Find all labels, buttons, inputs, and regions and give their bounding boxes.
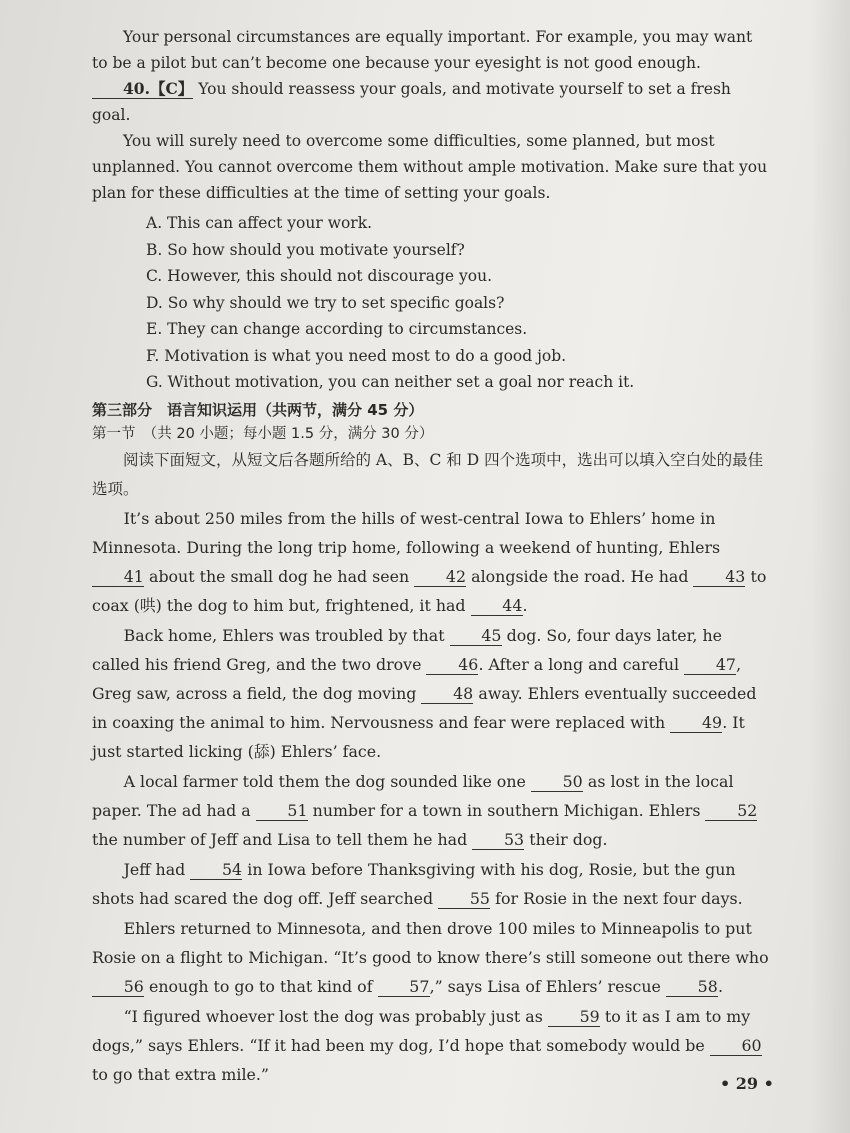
part-three-heading: 第三部分 语言知识运用（共两节，满分 45 分）	[92, 400, 424, 419]
option-c: C. However, this should not discourage you.	[146, 267, 493, 285]
option-d: D. So why should we try to set specific goals?	[146, 293, 505, 312]
paragraph-difficulties: You will surely need to overcome some difficulties, some planned, but most unplanned. You cannot overcome them without ample motivation. Make sure that you plan for these difficulties at the time of setting your goals.	[92, 132, 768, 202]
blank-43: 43	[693, 568, 745, 587]
blank-60: 60	[710, 1037, 762, 1056]
page-content	[92, 24, 772, 1090]
blank-48: 48	[421, 685, 473, 704]
blank-58: 58	[666, 978, 718, 997]
blank-56: 56	[92, 978, 144, 997]
blank-53: 53	[472, 831, 524, 850]
option-f: F. Motivation is what you need most to do a good job.	[146, 346, 567, 365]
cloze-paragraph-3: A local farmer told them the dog sounded like one 50 as lost in the local paper. The ad had a 51 number for a town in southern Michigan. Ehlers 52 the number of Jeff and Lisa to tell them he had 53 their dog.	[92, 771, 758, 849]
cloze-paragraph-2: Back home, Ehlers was troubled by that 45 dog. So, four days later, he called his friend Greg, and the two drove 46. After a long and careful 47, Greg saw, across a field, the dog moving 48 away. Ehlers eventually succeeded in coaxing the animal to him. Nervousness and fear were replaced with 49. It just started licking (舔) Ehlers’ face.	[92, 625, 757, 761]
blank-49: 49	[670, 714, 722, 733]
cloze-paragraph-1: It’s about 250 miles from the hills of west-central Iowa to Ehlers’ home in Minnesota. During the long trip home, following a weekend of hunting, Ehlers 41 about the small dog he had seen 42 alongside the road. He had 43 to coax (哄) the dog to him but, frightened, it had 44.	[92, 508, 767, 615]
option-e: E. They can change according to circumstances.	[146, 320, 528, 338]
blank-57: 57	[378, 978, 430, 997]
option-g: G. Without motivation, you can neither set a goal nor reach it.	[146, 373, 635, 391]
cloze-paragraph-5: Ehlers returned to Minnesota, and then drove 100 miles to Minneapolis to put Rosie on a flight to Michigan. “It’s good to know there’s still someone out there who 56 enough to go to that kind of 57,” says Lisa of Ehlers’ rescue 58.	[92, 918, 769, 996]
blank-59: 59	[548, 1008, 600, 1027]
blank-54: 54	[190, 861, 242, 880]
paragraph-circumstances: Your personal circumstances are equally important. For example, you may want to be a pilot but can’t become one because your eyesight is not good enough. 40.【C】 You should reassess your goals, and motivate yourself to set a fresh goal.	[92, 28, 753, 124]
blank-46: 46	[426, 656, 478, 675]
blank-51: 51	[256, 802, 308, 821]
blank-42: 42	[414, 568, 466, 587]
answer-blank-40: 40.【C】	[92, 80, 193, 99]
page-number: • 29 •	[720, 1074, 774, 1093]
page-edge-shadow	[810, 0, 850, 1133]
blank-55: 55	[438, 890, 490, 909]
section-one-heading: 第一节 （共 20 小题；每小题 1.5 分，满分 30 分）	[92, 425, 434, 442]
blank-41: 41	[92, 568, 144, 587]
blank-52: 52	[705, 802, 757, 821]
cloze-paragraph-6: “I figured whoever lost the dog was probably just as 59 to it as I am to my dogs,” says Ehlers. “If it had been my dog, I’d hope that somebody would be 60 to go that extra mile.”	[92, 1006, 762, 1084]
options-list	[146, 210, 772, 396]
option-b: B. So how should you motivate yourself?	[146, 240, 465, 259]
blank-47: 47	[684, 656, 736, 675]
blank-44: 44	[471, 597, 523, 616]
cloze-passage	[92, 504, 772, 1089]
blank-45: 45	[450, 627, 502, 646]
cloze-directions: 阅读下面短文，从短文后各题所给的 A、B、C 和 D 四个选项中，选出可以填入空白处的最佳选项。	[92, 450, 764, 498]
cloze-paragraph-4: Jeff had 54 in Iowa before Thanksgiving with his dog, Rosie, but the gun shots had scared the dog off. Jeff searched 55 for Rosie in the next four days.	[92, 859, 743, 908]
blank-50: 50	[531, 773, 583, 792]
option-a: A. This can affect your work.	[146, 214, 373, 232]
